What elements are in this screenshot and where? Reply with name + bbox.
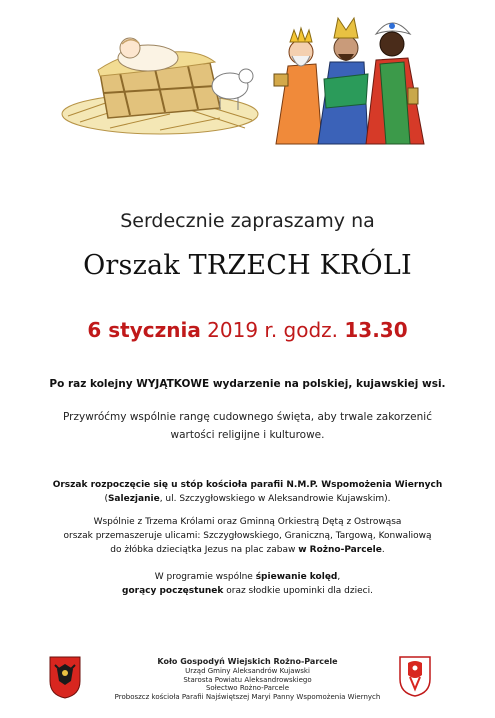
intro-text-after: wydarzenie na polskiej, kujawskiej wsi. — [212, 378, 446, 390]
organizer-line-4: Sołectwo Rożno-Parcele — [205, 684, 290, 693]
start-location-line-2 — [0, 492, 495, 506]
intro-text-before: Po raz kolejny — [49, 378, 133, 390]
route-line-2: orszak przemaszeruje ulicami: Szczygłowskiego, Graniczną, Targową, Konwaliową — [63, 531, 432, 541]
route-line-1: Wspólnie z Trzema Królami oraz Gminną Orkiestrą Dętą z Ostrowąsa — [93, 517, 402, 527]
program-meal: gorący poczęstunek — [122, 586, 224, 596]
program-carols: śpiewanie kolęd — [255, 572, 338, 582]
organizer-main: Koło Gospodyń Wiejskich Rożno-Parcele — [157, 657, 338, 666]
route-paragraph — [0, 515, 495, 557]
program-paragraph — [0, 570, 495, 598]
program-line-1 — [0, 570, 495, 584]
organizer-line-5: Proboszcz kościoła Parafii Najświętszej Maryi Panny Wspomożenia Wiernych — [114, 693, 381, 702]
nativity-illustration-icon — [60, 18, 260, 138]
organizer-line-3: Starosta Powiatu Aleksandrowskiego — [183, 675, 312, 684]
program-comma: , — [337, 572, 341, 582]
event-date — [0, 318, 495, 342]
purpose-line-1: Przywróćmy wspólnie rangę cudownego święta, aby trwale zakorzenić — [63, 411, 432, 423]
church-name: Salezjanie — [107, 494, 160, 504]
church-address: , ul. Szczygłowskiego w Aleksandrowie Kujawskim). — [159, 494, 391, 504]
start-location-line-1: Orszak rozpoczęcie się u stóp kościoła parafii N.M.P. Wspomożenia Wiernych — [52, 480, 443, 490]
start-location-paragraph — [0, 478, 495, 506]
organizer-line-2: Urząd Gminy Aleksandrów Kujawski — [185, 666, 310, 675]
purpose-paragraph — [0, 408, 495, 444]
route-destination-text: do żłóbka dzieciątka Jezus na plac zabaw — [110, 545, 296, 555]
invite-heading: Serdecznie zapraszamy na — [120, 210, 375, 232]
gmina-crest-icon — [398, 655, 432, 697]
event-year-time-label: 2019 r. godz. — [207, 318, 339, 342]
paren-open: ( — [104, 494, 108, 504]
program-intro: W programie wspólne — [154, 572, 253, 582]
program-line-2 — [0, 584, 495, 598]
intro-paragraph — [0, 378, 495, 390]
route-line-3 — [0, 543, 495, 557]
program-gifts: oraz słodkie upominki dla dzieci. — [226, 586, 373, 596]
route-destination-place: w Rożno-Parcele — [298, 545, 382, 555]
intro-highlight: WYJĄTKOWE — [136, 378, 210, 390]
event-time: 13.30 — [344, 318, 408, 342]
three-kings-illustration-icon — [268, 4, 428, 149]
event-day: 6 stycznia — [87, 318, 201, 342]
event-title: Orszak TRZECH KRÓLI — [83, 250, 412, 281]
purpose-line-2: wartości religijne i kulturowe. — [170, 429, 325, 441]
route-end-punct: . — [381, 545, 385, 555]
